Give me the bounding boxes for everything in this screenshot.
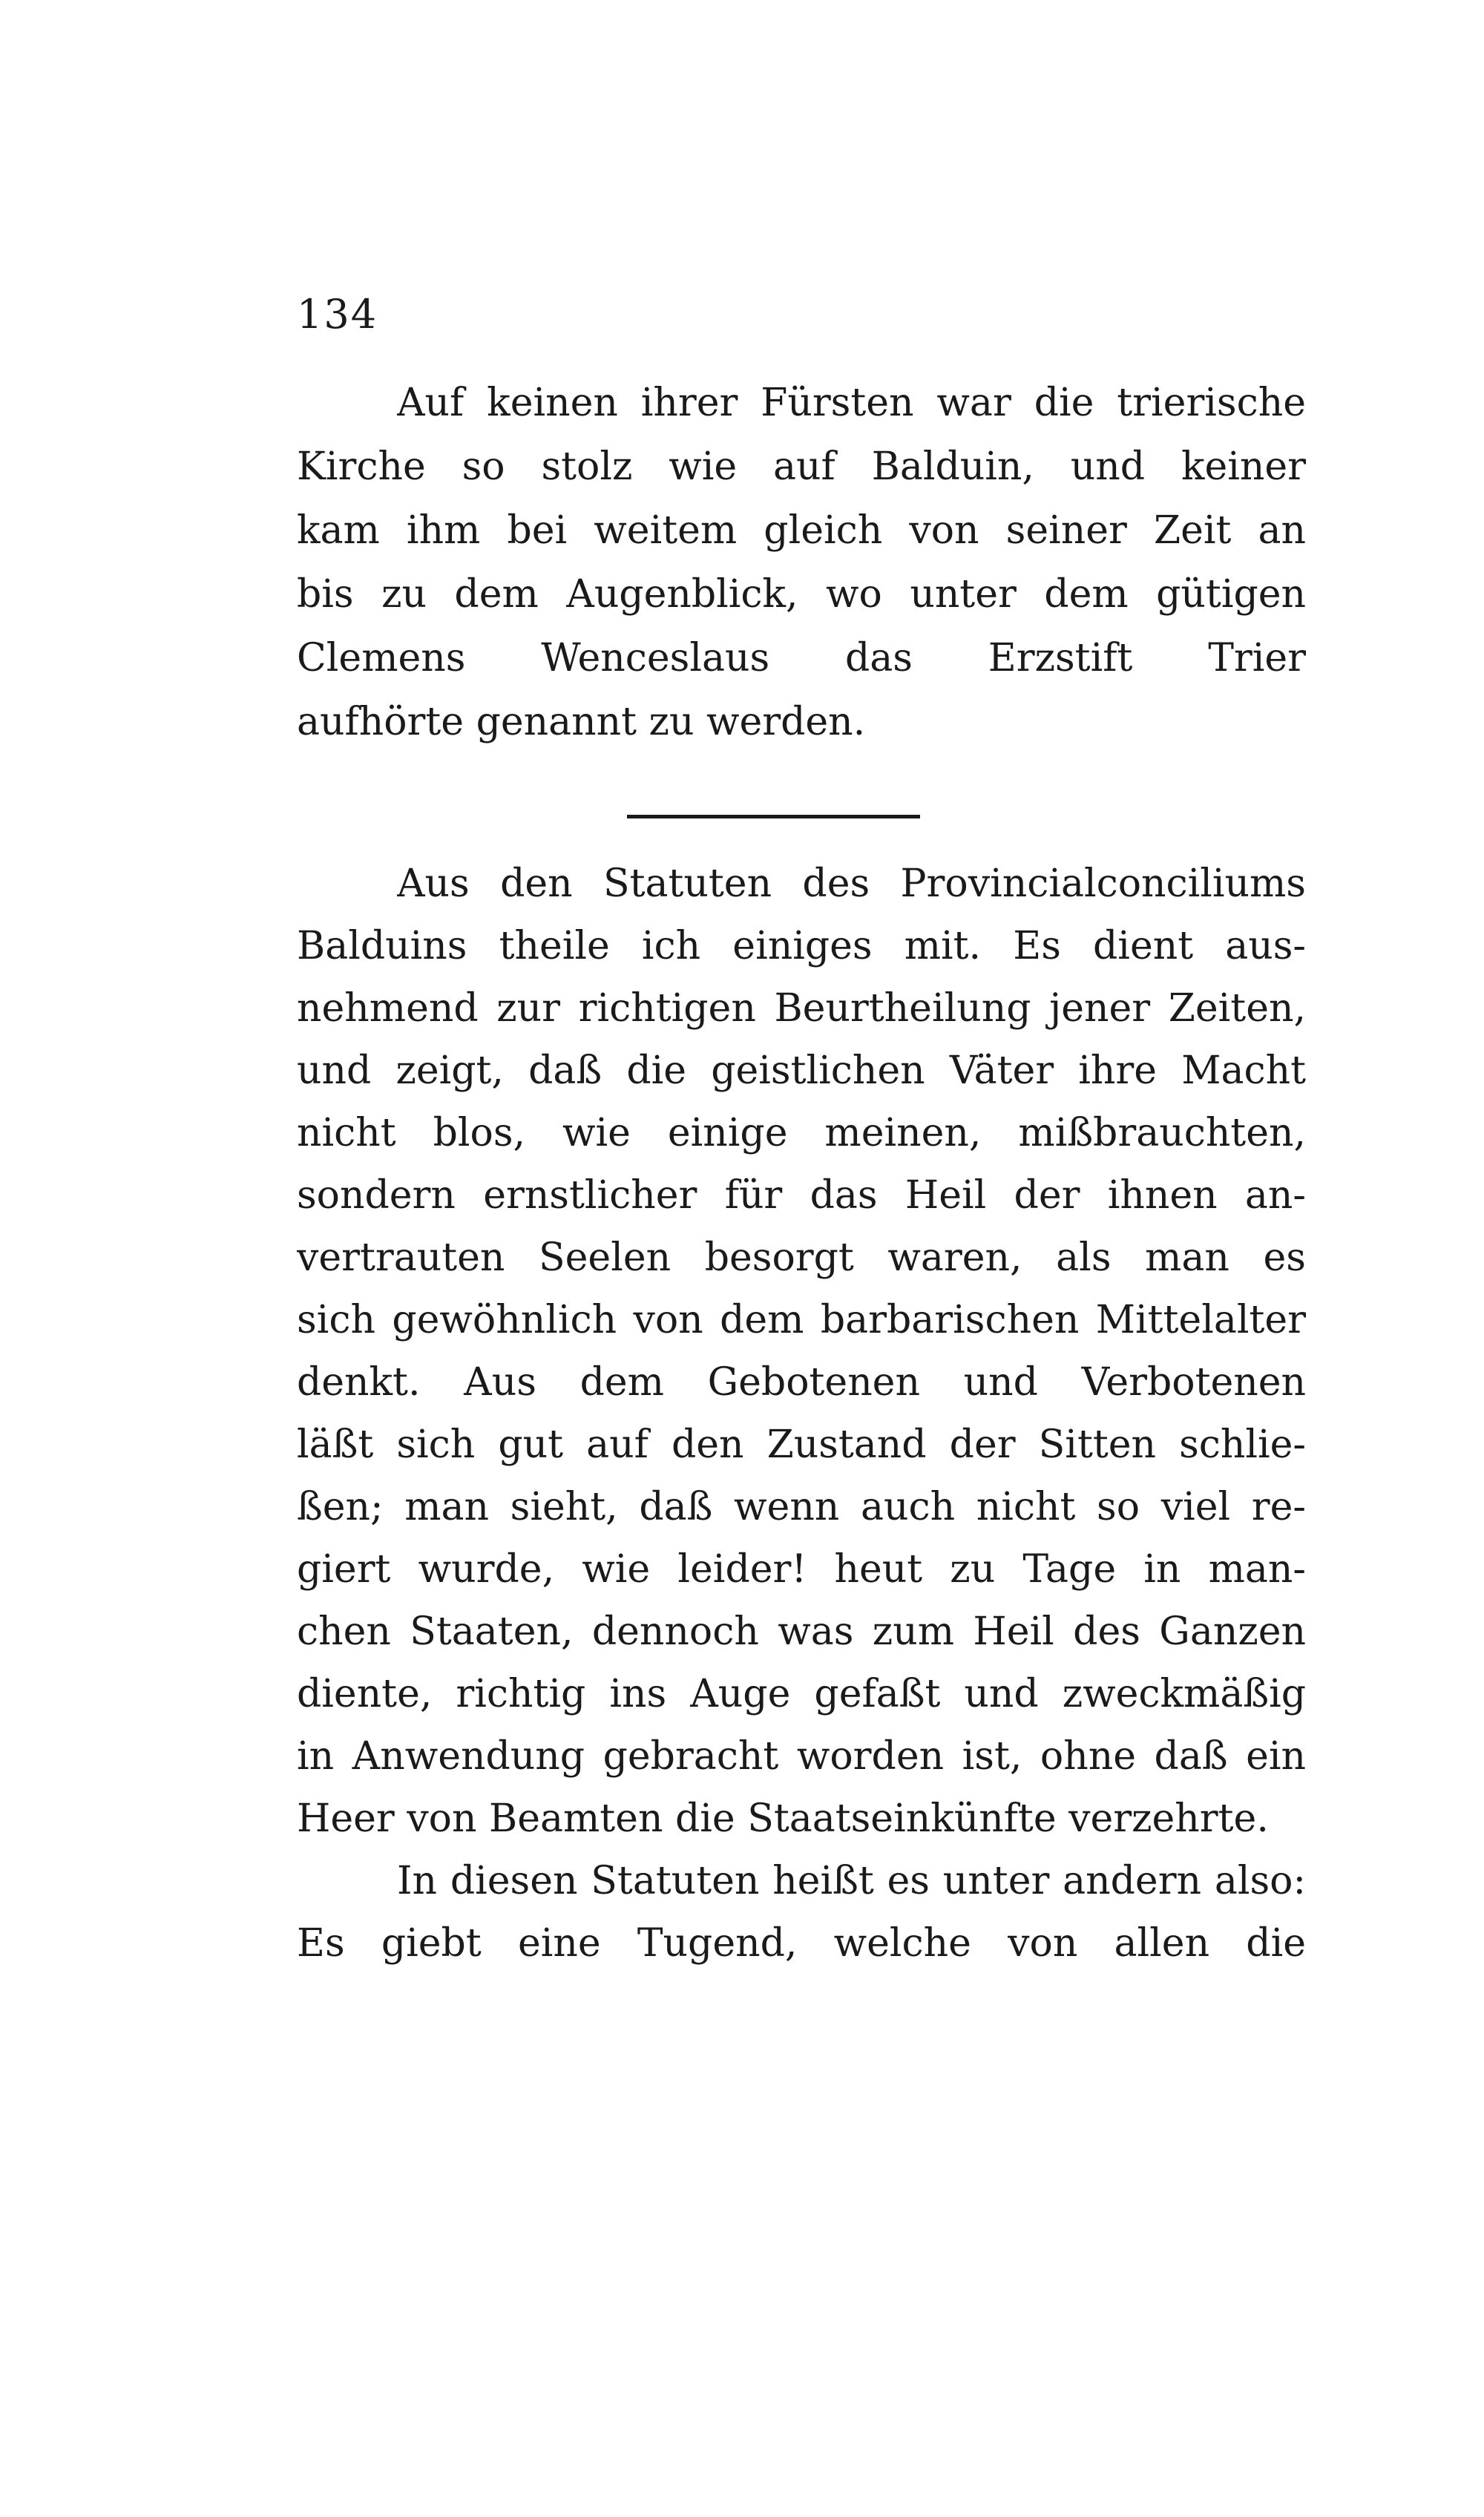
text-line: kam ihm bei weitem gleich von seiner Zeit an [297, 508, 1306, 553]
page-number: 134 [297, 291, 378, 338]
text-line: aufhörte genannt zu werden. [297, 700, 866, 744]
text-line: und zeigt, daß die geistlichen Väter ihre Macht [297, 1049, 1306, 1093]
text-line: ßen; man sieht, daß wenn auch nicht so viel re- [297, 1485, 1306, 1529]
text-line: Auf keinen ihrer Fürsten war die trierische [397, 381, 1306, 425]
text-line: vertrauten Seelen besorgt waren, als man es [297, 1235, 1306, 1280]
text-line: denkt. Aus dem Gebotenen und Verbotenen [297, 1360, 1306, 1405]
text-line: sich gewöhnlich von dem barbarischen Mittelalter [297, 1298, 1306, 1342]
text-line: nehmend zur richtigen Beurtheilung jener Zeiten, [297, 986, 1306, 1031]
text-line: bis zu dem Augenblick, wo unter dem gütigen [297, 572, 1306, 617]
section-divider [627, 815, 920, 818]
text-line: in Anwendung gebracht worden ist, ohne daß ein [297, 1734, 1306, 1779]
text-line: nicht blos, wie einige meinen, mißbrauchten, [297, 1111, 1306, 1155]
text-line: sondern ernstlicher für das Heil der ihnen an- [297, 1173, 1306, 1218]
text-line: giert wurde, wie leider! heut zu Tage in man- [297, 1547, 1306, 1592]
text-line: Aus den Statuten des Provincialconciliums [397, 862, 1306, 906]
text-line: Es giebt eine Tugend, welche von allen die [297, 1921, 1306, 1966]
text-line: Heer von Beamten die Staatseinkünfte verzehrte. [297, 1796, 1269, 1841]
text-line: In diesen Statuten heißt es unter andern also: [397, 1859, 1306, 1903]
text-line: diente, richtig ins Auge gefaßt und zweckmäßig [297, 1672, 1306, 1716]
text-line: chen Staaten, dennoch was zum Heil des Ganzen [297, 1609, 1306, 1654]
text-line: Kirche so stolz wie auf Balduin, und keiner [297, 444, 1306, 489]
text-line: läßt sich gut auf den Zustand der Sitten schlie- [297, 1422, 1306, 1467]
text-line: Balduins theile ich einiges mit. Es dient aus- [297, 924, 1306, 968]
text-line: Clemens Wenceslaus das Erzstift Trier [297, 636, 1306, 680]
